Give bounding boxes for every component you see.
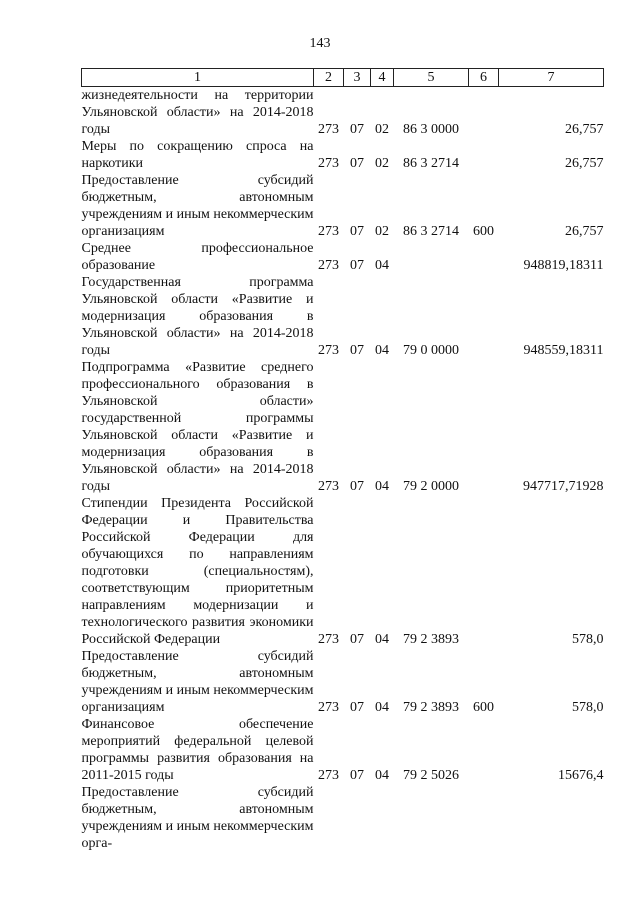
row-col-6 xyxy=(469,240,499,274)
header-row xyxy=(82,69,604,87)
row-col-3: 07 xyxy=(350,700,364,715)
row-col-5: 79 2 5026 xyxy=(403,768,459,783)
row-name: Государственная программа Ульяновской области «Развитие и модернизация образования в Ульяновской области» на 2014-2018 годы xyxy=(81,275,314,358)
table-row xyxy=(82,716,604,784)
row-col-2 xyxy=(314,784,344,852)
row-col-2: 273 xyxy=(318,700,339,715)
row-col-5: 86 3 2714 xyxy=(403,224,459,239)
row-col-7: 26,757 xyxy=(565,122,604,137)
table-row xyxy=(82,648,604,716)
row-col-4: 04 xyxy=(375,343,389,358)
row-col-3: 07 xyxy=(350,768,364,783)
row-col-7: 948819,18311 xyxy=(523,258,604,273)
row-col-7: 26,757 xyxy=(565,224,604,239)
header-col-1: 1 xyxy=(82,69,314,87)
row-col-3: 07 xyxy=(350,632,364,647)
row-col-6: 600 xyxy=(473,700,494,715)
row-name: Подпрограмма «Развитие среднего профессионального образования в Ульяновской области» государственной программы Ульяновской области «Развитие и модернизация образования в Ульяновской области» на 2014-2018 годы xyxy=(81,360,314,494)
header-col-2: 2 xyxy=(314,69,344,87)
table-row xyxy=(82,138,604,172)
table-row xyxy=(82,87,604,139)
row-col-3: 07 xyxy=(350,479,364,494)
header-col-7: 7 xyxy=(499,69,604,87)
row-col-2: 273 xyxy=(318,632,339,647)
table-row xyxy=(82,240,604,274)
header-col-5: 5 xyxy=(394,69,469,87)
header-col-4: 4 xyxy=(371,69,394,87)
row-col-2: 273 xyxy=(318,122,339,137)
row-col-7: 15676,4 xyxy=(558,768,604,783)
row-col-7: 26,757 xyxy=(565,156,604,171)
row-col-5 xyxy=(394,784,469,852)
row-col-7: 948559,18311 xyxy=(523,343,604,358)
row-col-3: 07 xyxy=(350,224,364,239)
row-col-3: 07 xyxy=(350,258,364,273)
row-col-7: 578,0 xyxy=(572,632,604,647)
row-col-6: 600 xyxy=(473,224,494,239)
row-col-5: 79 0 0000 xyxy=(403,343,459,358)
row-name: Предоставление субсидий бюджетным, автономным учреждениям и иным некоммерческим орга- xyxy=(81,785,314,851)
page-number: 143 xyxy=(309,36,331,51)
table-row xyxy=(82,495,604,648)
row-name: жизнедеятельности на территории Ульяновской области» на 2014-2018 годы xyxy=(81,88,314,137)
row-col-5: 86 3 0000 xyxy=(403,122,459,137)
row-name: Меры по сокращению спроса на наркотики xyxy=(81,139,314,171)
row-name: Стипендии Президента Российской Федерации и Правительства Российской Федерации для обучающихся по направлениям подготовки (специальностям), соответствующим приоритетным направлениям модернизации и технологического развития экономики Российской Федерации xyxy=(81,496,314,647)
table-row xyxy=(82,359,604,495)
row-col-5: 79 2 3893 xyxy=(403,700,459,715)
row-name: Среднее профессиональное образование xyxy=(81,241,314,273)
header-col-3: 3 xyxy=(344,69,371,87)
row-col-6 xyxy=(469,359,499,495)
row-col-4: 04 xyxy=(375,479,389,494)
header-col-6: 6 xyxy=(469,69,499,87)
row-col-4: 02 xyxy=(375,122,389,137)
row-col-7 xyxy=(499,784,604,852)
table-row xyxy=(82,172,604,240)
row-col-7: 578,0 xyxy=(572,700,604,715)
row-col-6 xyxy=(469,138,499,172)
row-col-3: 07 xyxy=(350,122,364,137)
table-row xyxy=(82,784,604,852)
row-name: Предоставление субсидий бюджетным, автономным учреждениям и иным некоммерческим организациям xyxy=(81,649,314,715)
row-col-4: 04 xyxy=(375,632,389,647)
row-col-6 xyxy=(469,274,499,359)
row-col-6 xyxy=(469,784,499,852)
row-col-6 xyxy=(469,716,499,784)
budget-table xyxy=(81,68,604,852)
row-col-3 xyxy=(344,784,371,852)
row-col-4: 04 xyxy=(375,700,389,715)
row-col-2: 273 xyxy=(318,258,339,273)
row-col-6 xyxy=(469,87,499,139)
row-col-7: 947717,71928 xyxy=(523,479,604,494)
row-col-4: 04 xyxy=(375,258,389,273)
row-col-6 xyxy=(469,495,499,648)
row-col-5: 79 2 0000 xyxy=(403,479,459,494)
row-col-2: 273 xyxy=(318,768,339,783)
row-col-2: 273 xyxy=(318,343,339,358)
row-col-5: 79 2 3893 xyxy=(403,632,459,647)
row-col-4 xyxy=(371,784,394,852)
row-name: Предоставление субсидий бюджетным, автономным учреждениям и иным некоммерческим организациям xyxy=(81,173,314,239)
row-col-3: 07 xyxy=(350,156,364,171)
row-col-4: 02 xyxy=(375,156,389,171)
row-col-2: 273 xyxy=(318,156,339,171)
row-col-2: 273 xyxy=(318,479,339,494)
row-col-3: 07 xyxy=(350,343,364,358)
row-col-5 xyxy=(394,240,469,274)
row-col-5: 86 3 2714 xyxy=(403,156,459,171)
row-col-2: 273 xyxy=(318,224,339,239)
table-row xyxy=(82,274,604,359)
row-col-4: 02 xyxy=(375,224,389,239)
row-col-4: 04 xyxy=(375,768,389,783)
row-name: Финансовое обеспечение мероприятий федеральной целевой программы развития образования на 2011-2015 годы xyxy=(81,717,314,783)
